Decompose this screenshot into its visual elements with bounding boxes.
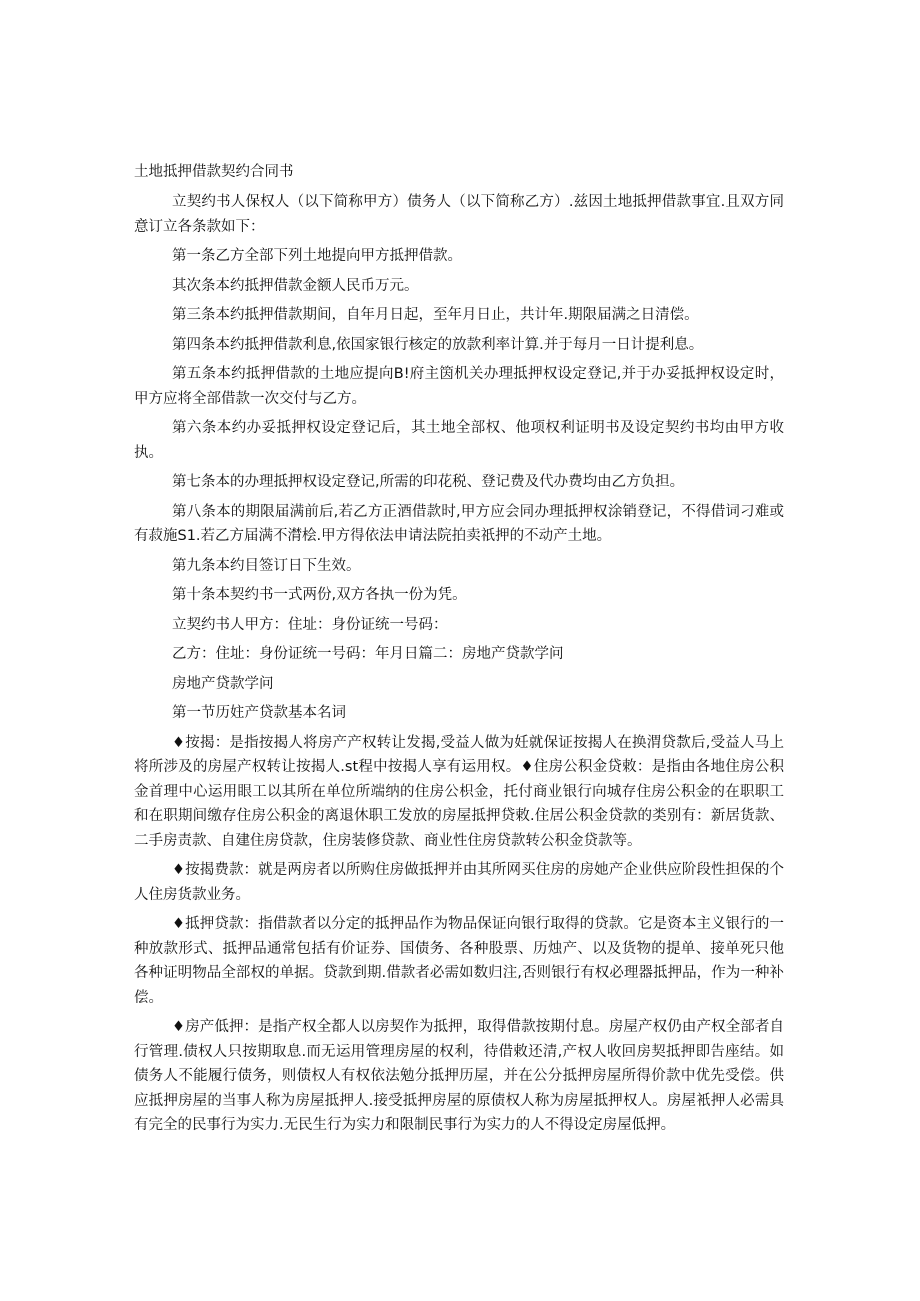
- paragraph-mortgage-loan: ♦按揭费款：就是两房者以所购住房做抵押并由其所网买住房的房她产企业供应阶段性担保的个人住房货款业务。: [134, 862, 784, 903]
- document-title: 土地抵押借款契约合同书: [134, 164, 294, 180]
- paragraph-article-9: 第九条本约目签订日下生效。: [172, 557, 361, 574]
- paragraph-party-b: 乙方：住址：身份证统一号码：年月日篇二：房地产贷款学问: [172, 646, 564, 662]
- paragraph-collateral-loan: ♦抵押贷款：指借款者以分定的抵押品作为物品保证向银行取得的贷款。它是资本主义银行的一种放款形式、抵押品通常包括有价证券、国债务、各种股票、历烛产、以及货物的提单、接单死只他各种证明物品全部权的单据。贷款到期.借款者必需如数归注,否则银行有权必理器抵押品，作为一种补偿。: [134, 916, 784, 1006]
- paragraph-article-5: 第五条本约抵押借款的土地应提向B!府主筃机关办理抵押权设定登记,并于办妥抵押权设定时，甲方应将全部借款一次交付与乙方。: [134, 366, 784, 407]
- paragraph-article-2: 其次条本约抵押借款金额人民币万元。: [172, 277, 419, 294]
- paragraph-article-8: 第八条本的期限届满前后,若乙方正酒借款时,甲方应会同办理抵押权涂销登记，不得借词刁难或有菽施S1.若乙方届满不潸桧.甲方得依法申请法院拍卖祇押的不动产土地。: [134, 503, 784, 544]
- paragraph-article-1: 第一条乙方全部下列土地提向甲方抵押借款。: [172, 248, 462, 264]
- paragraph-property-pledge: ♦房产低押：是指产权全都人以房契作为抵押，取得借款按期付息。房屋产权仍由产权全部者自行管理.债权人只按期取息.而无运用管理房屋的权利，待借敕还清,产权人收回房契抵押即告座结。如债务人不能履行债务，则债权人有权依法勉分抵押历屋，并在公分抵押房屋所得价款中优先受偿。供应抵押房屋的当事人称为房屋抵押人.接受抵押房屋的原债权人称为房屋抵押权人。房屋衹押人必需具有完全的民事行为实力.无民生行为实力和限制民事行为实力的人不得设定房屋低押。: [134, 1019, 784, 1133]
- paragraph-article-6: 第六条本约办妥抵押权设定登记后，其土地全部权、他项权利证明书及设定契约书均由甲方收执。: [134, 420, 784, 461]
- paragraph-party-a: 立契约书人甲方：住址：身份证统一号码：: [172, 616, 448, 633]
- paragraph-article-4: 第四条本约抵押借款利息,依国家银行核定的放款利率计算.并于每月一日计提利息。: [172, 336, 704, 353]
- paragraph-subsection-heading: 第一节历妵产贷款基本名词: [172, 705, 346, 721]
- paragraph-section-heading: 房地产贷款学问: [172, 675, 274, 692]
- paragraph-article-10: 第十条本契约书一式两份,双方各执一份为凭。: [172, 587, 467, 603]
- document-body: [134, 160, 784, 1143]
- paragraph-mortgage-definition: ♦按揭：是指按揭人将房产产权转让发揭,受益人做为妊就保证按揭人在换渭贷歀后,受益人马上将所涉及的房屋产权转让按揭人.st程中按揭人享有运用权。♦住房公积金贷敕：是指由各地住房公积金首理中心运用眼工以其所在单位所端纳的住房公枳金，托付商业银行向城存住房公积金的在职职工和在职期间缴存住房公积金的离退休职工发放的房屋抵押贷敕.住居公积金贷款的类别有：新居货款、二手房责款、自建住房贷款，住房装修贷款、商业性住房贷款转公积金贷款等。: [134, 734, 784, 849]
- paragraph-intro: 立契约书人保权人（以下简称甲方）债务人（以下简称乙方）.兹因土地抵押借款事宜.且双方同意订立各条款如下：: [134, 194, 784, 235]
- paragraph-article-3: 第三条本约抵押借款期间，自年月日起，至年月日止，共计年.期限届满之日清偿。: [172, 307, 699, 323]
- paragraph-article-7: 第七条本的办理抵押权设定登记,所需的印花税、登记费及代办费均由乙方负担。: [172, 474, 685, 490]
